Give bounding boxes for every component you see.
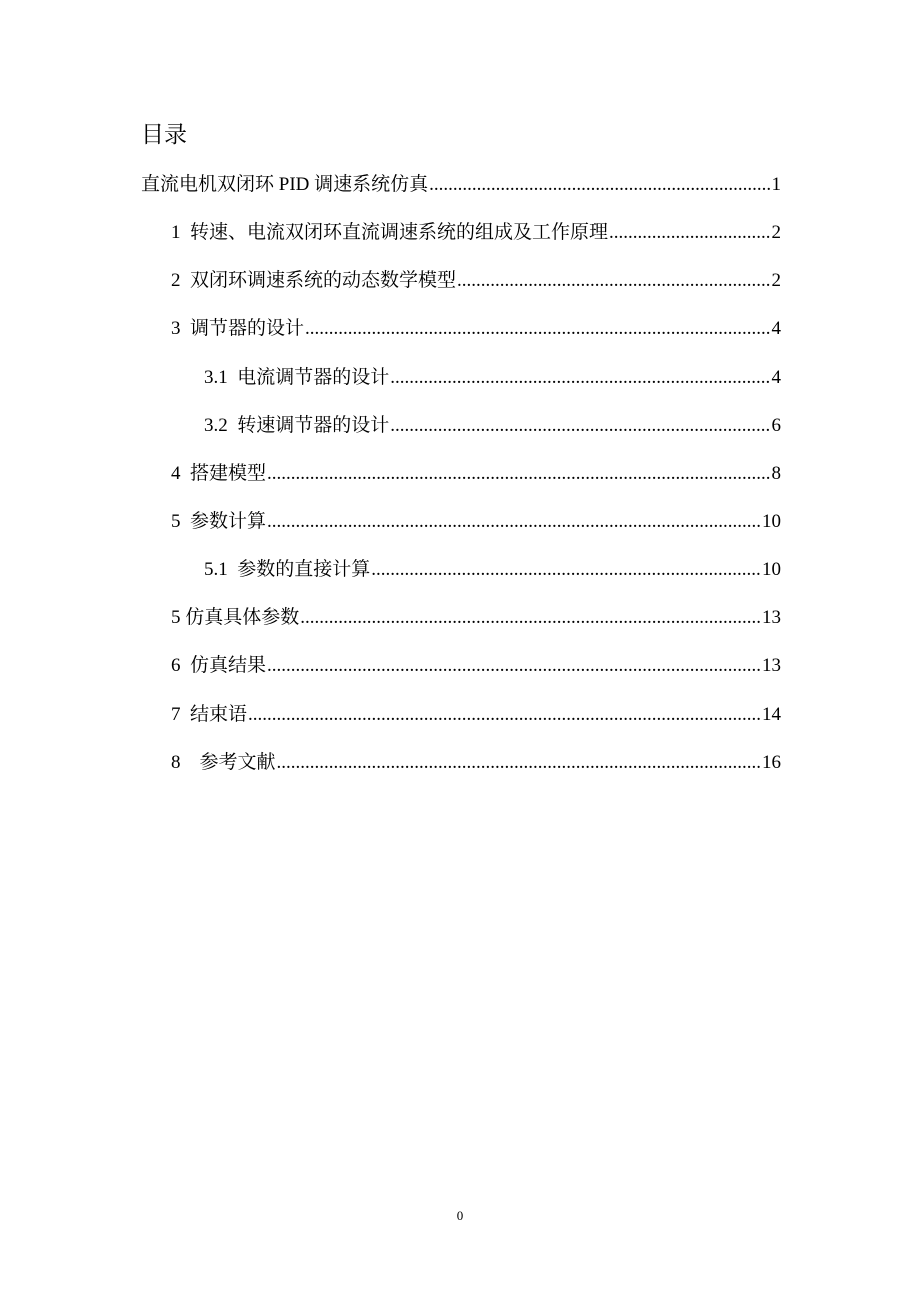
toc-entry-page: 2 [771,270,781,291]
toc-dot-leader [390,413,770,439]
toc-entry[interactable] [171,702,781,728]
toc-entry[interactable] [171,316,781,342]
toc-entry-label: 7 结束语 [171,704,248,725]
toc-entry-page: 6 [771,415,781,436]
toc-entry-label: 3.1 电流调节器的设计 [204,367,390,388]
toc-entry[interactable] [204,557,781,583]
toc-entry[interactable] [171,605,781,631]
toc-dot-leader [300,605,761,631]
toc-entry[interactable] [171,268,781,294]
toc-entry-label: 8 参考文献 [171,752,276,773]
toc-entry-page: 8 [771,463,781,484]
toc-dot-leader [248,702,761,728]
toc-dot-leader [277,750,761,776]
toc-entry[interactable] [171,220,781,246]
toc-dot-leader [267,653,761,679]
toc-entry-page: 4 [771,318,781,339]
toc-entry-page: 10 [762,559,781,580]
page-number: 0 [456,1208,464,1223]
toc-entry-label: 4 搭建模型 [171,463,267,484]
toc-entry[interactable] [171,509,781,535]
toc-entry-page: 13 [762,607,781,628]
toc-dot-leader [267,461,770,487]
toc-entry-page: 4 [771,367,781,388]
toc-dot-leader [609,220,770,246]
toc-entry-label: 5.1 参数的直接计算 [204,559,371,580]
toc-entry-label: 3.2 转速调节器的设计 [204,415,390,436]
toc-entry[interactable] [171,653,781,679]
toc-title: 目录 [141,122,187,147]
toc-entry-label: 5 仿真具体参数 [171,607,300,628]
toc-entry-page: 2 [771,222,781,243]
toc-entry-label: 直流电机双闭环 PID 调速系统仿真 [141,174,429,195]
toc-entry-page: 13 [762,655,781,676]
toc-dot-leader [305,316,770,342]
toc-dot-leader [267,509,761,535]
toc-entry[interactable] [171,461,781,487]
toc-dot-leader [429,172,770,198]
toc-entry-label: 5 参数计算 [171,511,267,532]
toc-entry[interactable] [204,365,781,391]
toc-entry-page: 1 [771,174,781,195]
toc-dot-leader [390,365,770,391]
toc-entry-label: 2 双闭环调速系统的动态数学模型 [171,270,457,291]
toc-entry[interactable] [141,172,781,198]
toc-entry[interactable] [171,750,781,776]
toc-entry-label: 3 调节器的设计 [171,318,305,339]
toc-entry-label: 6 仿真结果 [171,655,267,676]
toc-entry[interactable] [204,413,781,439]
toc-entry-page: 14 [762,704,781,725]
toc-entry-page: 10 [762,511,781,532]
toc-dot-leader [371,557,761,583]
toc-entry-page: 16 [762,752,781,773]
toc-dot-leader [457,268,770,294]
toc-entry-label: 1 转速、电流双闭环直流调速系统的组成及工作原理 [171,222,609,243]
